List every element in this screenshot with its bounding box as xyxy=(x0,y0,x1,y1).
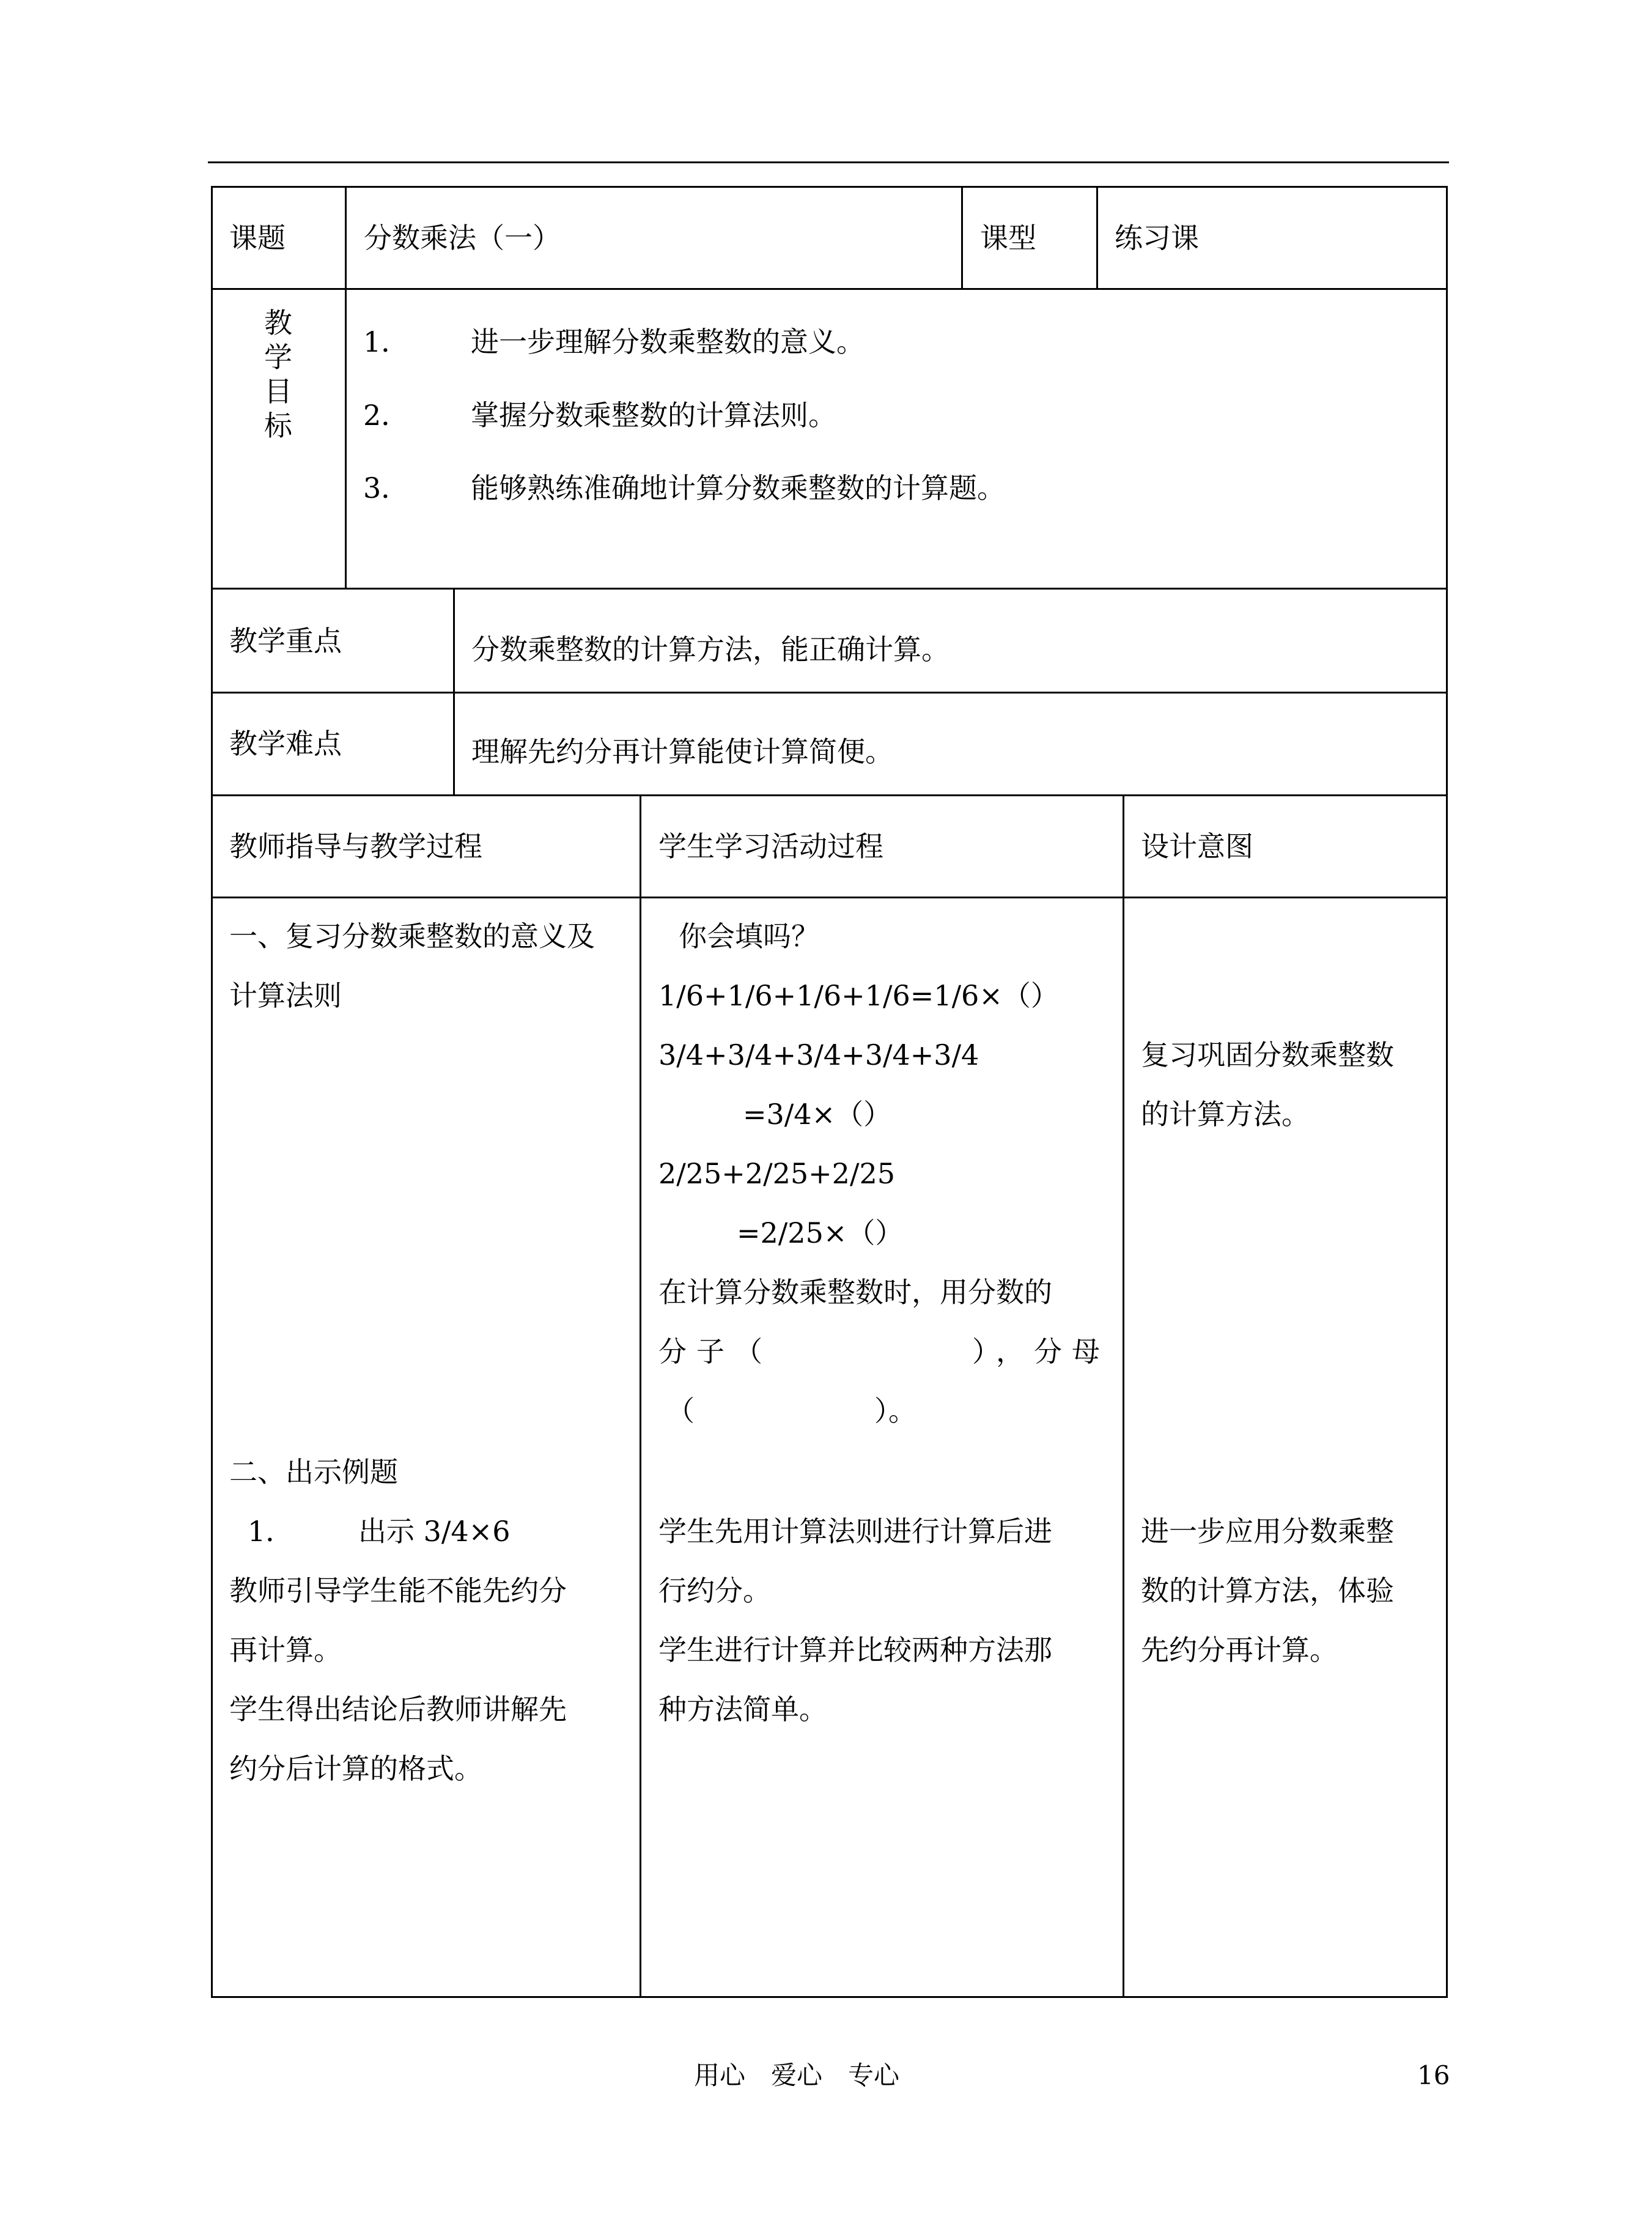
objective-number: 3． xyxy=(363,472,410,505)
teacher-line: 二、出示例题 xyxy=(229,1455,398,1489)
intent-line: 的计算方法。 xyxy=(1141,1098,1310,1131)
column-header-teacher: 教师指导与教学过程 xyxy=(229,830,482,863)
intent-line: 进一步应用分数乘整 xyxy=(1141,1515,1394,1548)
objective-text: 掌握分数乘整数的计算法则。 xyxy=(471,399,836,432)
difficulty-label: 教学难点 xyxy=(229,727,342,760)
objective-number: 1． xyxy=(363,325,410,358)
objective-number: 2． xyxy=(363,399,410,432)
teacher-line: 一、复习分数乘整数的意义及 xyxy=(229,920,595,953)
student-line: 1/6+1/6+1/6+1/6=1/6×（） xyxy=(658,979,1059,1012)
student-line: =3/4×（） xyxy=(743,1098,892,1131)
student-line: 学生先用计算法则进行计算后进 xyxy=(658,1515,1052,1548)
header-rule xyxy=(208,161,1449,163)
intent-line: 数的计算方法，体验 xyxy=(1141,1574,1394,1607)
teacher-line: 学生得出结论后教师讲解先 xyxy=(229,1693,567,1726)
teacher-line-number: 1． xyxy=(248,1515,294,1548)
student-line: 3/4+3/4+3/4+3/4+3/4 xyxy=(658,1038,979,1071)
topic-value: 分数乘法（一） xyxy=(364,221,561,254)
column-header-intent: 设计意图 xyxy=(1141,830,1253,863)
student-line: 你会填吗？ xyxy=(679,920,819,953)
teacher-line: 教师引导学生能不能先约分 xyxy=(229,1574,567,1607)
page-number: 16 xyxy=(1417,2060,1450,2090)
lesson-type-label: 课型 xyxy=(980,221,1036,254)
teacher-line: 再计算。 xyxy=(229,1633,342,1666)
intent-line: 先约分再计算。 xyxy=(1141,1633,1338,1666)
student-line: （ xyxy=(666,1394,695,1427)
objectives-label: 教学目标 xyxy=(264,306,292,442)
difficulty-text: 理解先约分再计算能使计算简便。 xyxy=(471,735,893,768)
topic-label: 课题 xyxy=(229,221,286,254)
student-line: 分子（ xyxy=(658,1335,772,1368)
objective-text: 能够熟练准确地计算分数乘整数的计算题。 xyxy=(471,472,1005,505)
student-line: ）。 xyxy=(874,1394,916,1427)
student-line: 在计算分数乘整数时，用分数的 xyxy=(658,1276,1052,1309)
key-point-text: 分数乘整数的计算方法，能正确计算。 xyxy=(471,633,950,666)
student-line: 学生进行计算并比较两种方法那 xyxy=(658,1633,1052,1666)
student-line: 种方法简单。 xyxy=(658,1693,827,1726)
student-line: ），分母 xyxy=(972,1335,1110,1368)
objective-text: 进一步理解分数乘整数的意义。 xyxy=(471,325,865,358)
teacher-line: 约分后计算的格式。 xyxy=(229,1752,482,1785)
teacher-line: 计算法则 xyxy=(229,979,342,1012)
lesson-type-value: 练习课 xyxy=(1115,221,1199,254)
student-line: =2/25×（） xyxy=(737,1216,904,1249)
student-line: 2/25+2/25+2/25 xyxy=(658,1157,895,1190)
student-line: 行约分。 xyxy=(658,1574,771,1607)
intent-line: 复习巩固分数乘整数 xyxy=(1141,1038,1394,1071)
teacher-line: 出示 3/4×6 xyxy=(358,1515,511,1548)
column-header-student: 学生学习活动过程 xyxy=(658,830,883,863)
footer-motto: 用心 爱心 专心 xyxy=(694,2060,900,2090)
key-point-label: 教学重点 xyxy=(229,624,342,657)
